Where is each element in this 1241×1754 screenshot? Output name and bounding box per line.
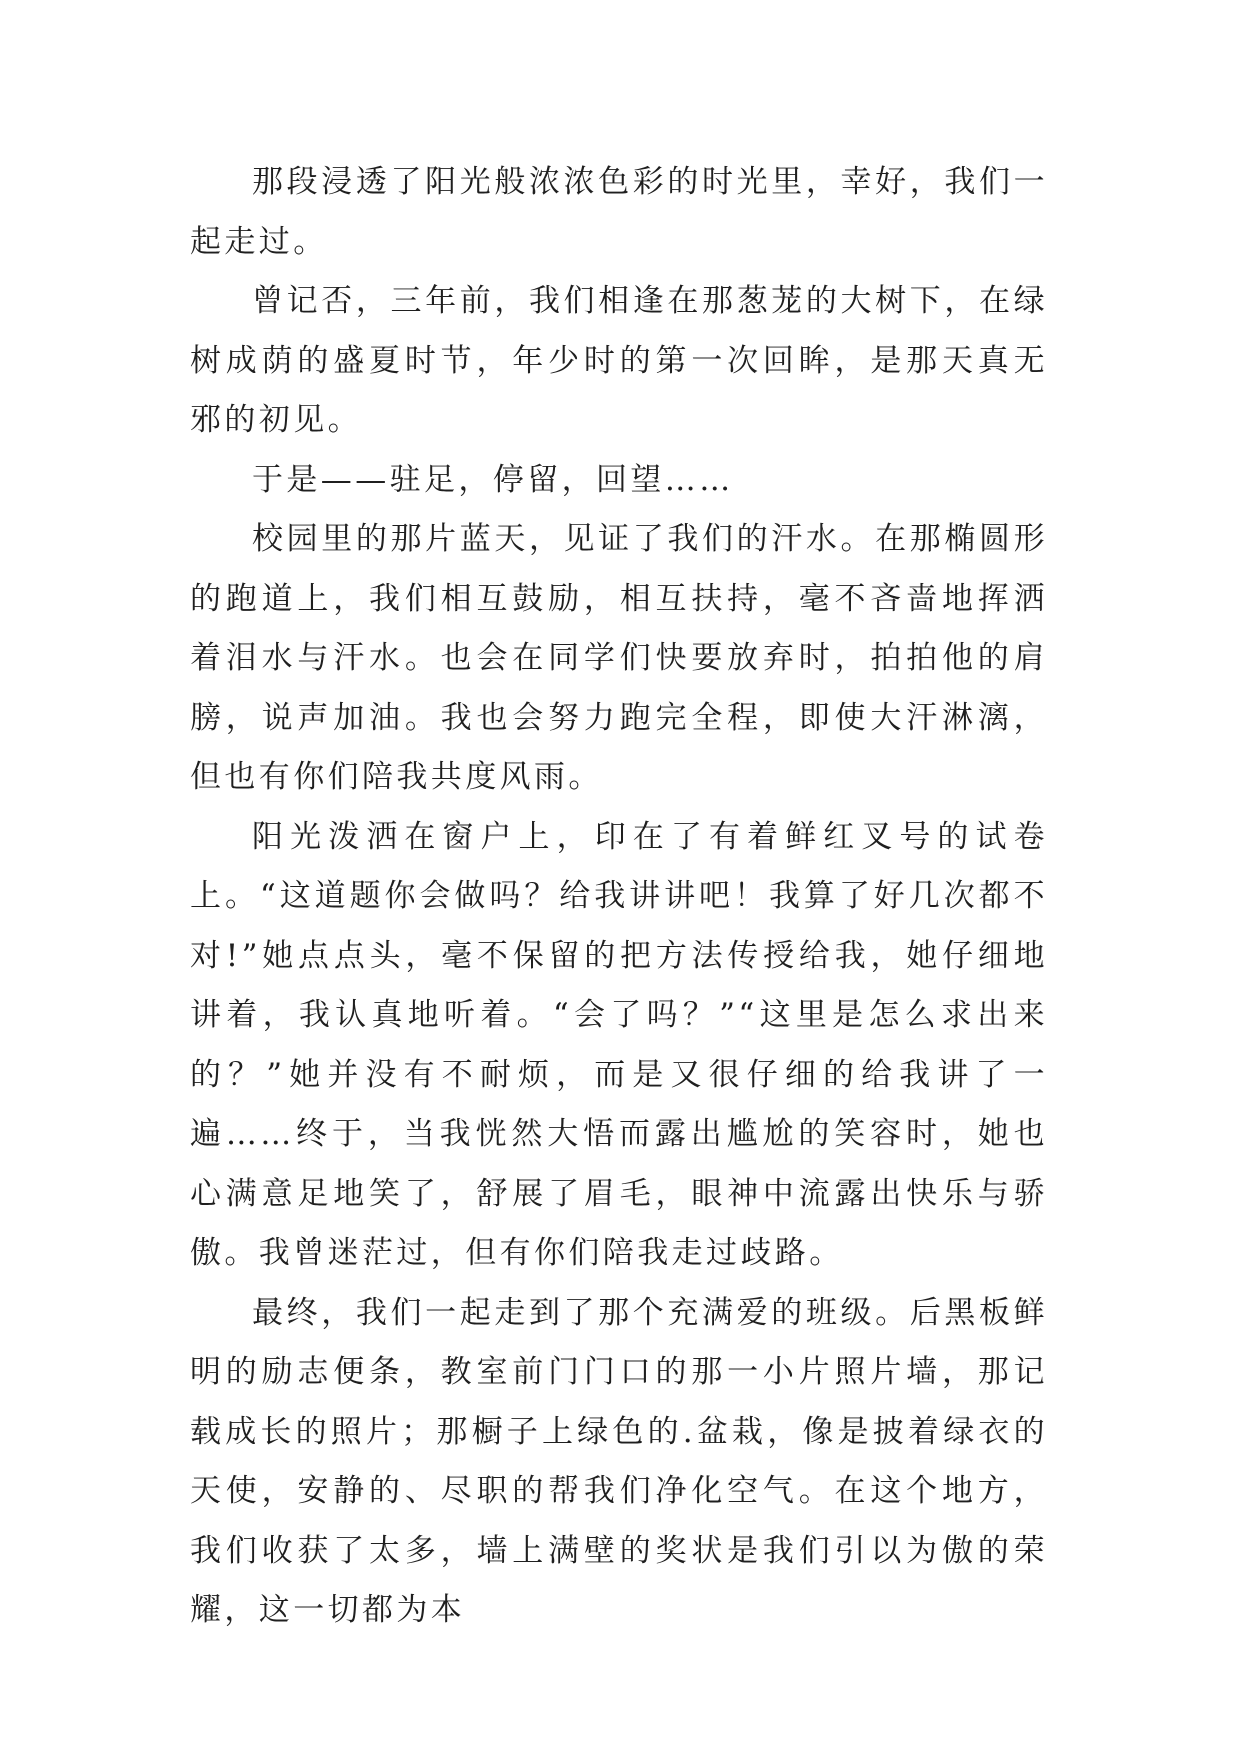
document-body xyxy=(190,153,1048,1641)
paragraph-3: 于是——驻足，停留，回望…… xyxy=(252,461,734,498)
paragraph-6: 最终，我们一起走到了那个充满爱的班级。后黑板鲜明的励志便条，教室前门门口的那一小片照片墙，那记载成长的照片；那橱子上绿色的.盆栽，像是披着绿衣的天使，安静的、尽职的帮我们净化空气。在这个地方，我们收获了太多，墙上满壁的奖状是我们引以为傲的荣耀，这一切都为本 xyxy=(190,1294,1048,1628)
paragraph-4: 校园里的那片蓝天，见证了我们的汗水。在那椭圆形的跑道上，我们相互鼓励，相互扶持，毫不吝啬地挥洒着泪水与汗水。也会在同学们快要放弃时，拍拍他的肩膀，说声加油。我也会努力跑完全程，即使大汗淋漓，但也有你们陪我共度风雨。 xyxy=(190,521,1048,795)
paragraph-5: 阳光泼洒在窗户上，印在了有着鲜红叉号的试卷上。“这道题你会做吗？给我讲讲吧！我算了好几次都不对!”她点点头，毫不保留的把方法传授给我，她仔细地讲着，我认真地听着。“会了吗？”“这里是怎么求出来的？”她并没有不耐烦，而是又很仔细的给我讲了一遍……终于，当我恍然大悟而露出尴尬的笑容时，她也心满意足地笑了，舒展了眉毛，眼神中流露出快乐与骄傲。我曾迷茫过，但有你们陪我走过歧路。 xyxy=(190,818,1048,1271)
paragraph-2: 曾记否，三年前，我们相逢在那葱茏的大树下，在绿树成荫的盛夏时节，年少时的第一次回眸，是那天真无邪的初见。 xyxy=(190,283,1048,438)
paragraph-1: 那段浸透了阳光般浓浓色彩的时光里，幸好，我们一起走过。 xyxy=(190,164,1048,260)
